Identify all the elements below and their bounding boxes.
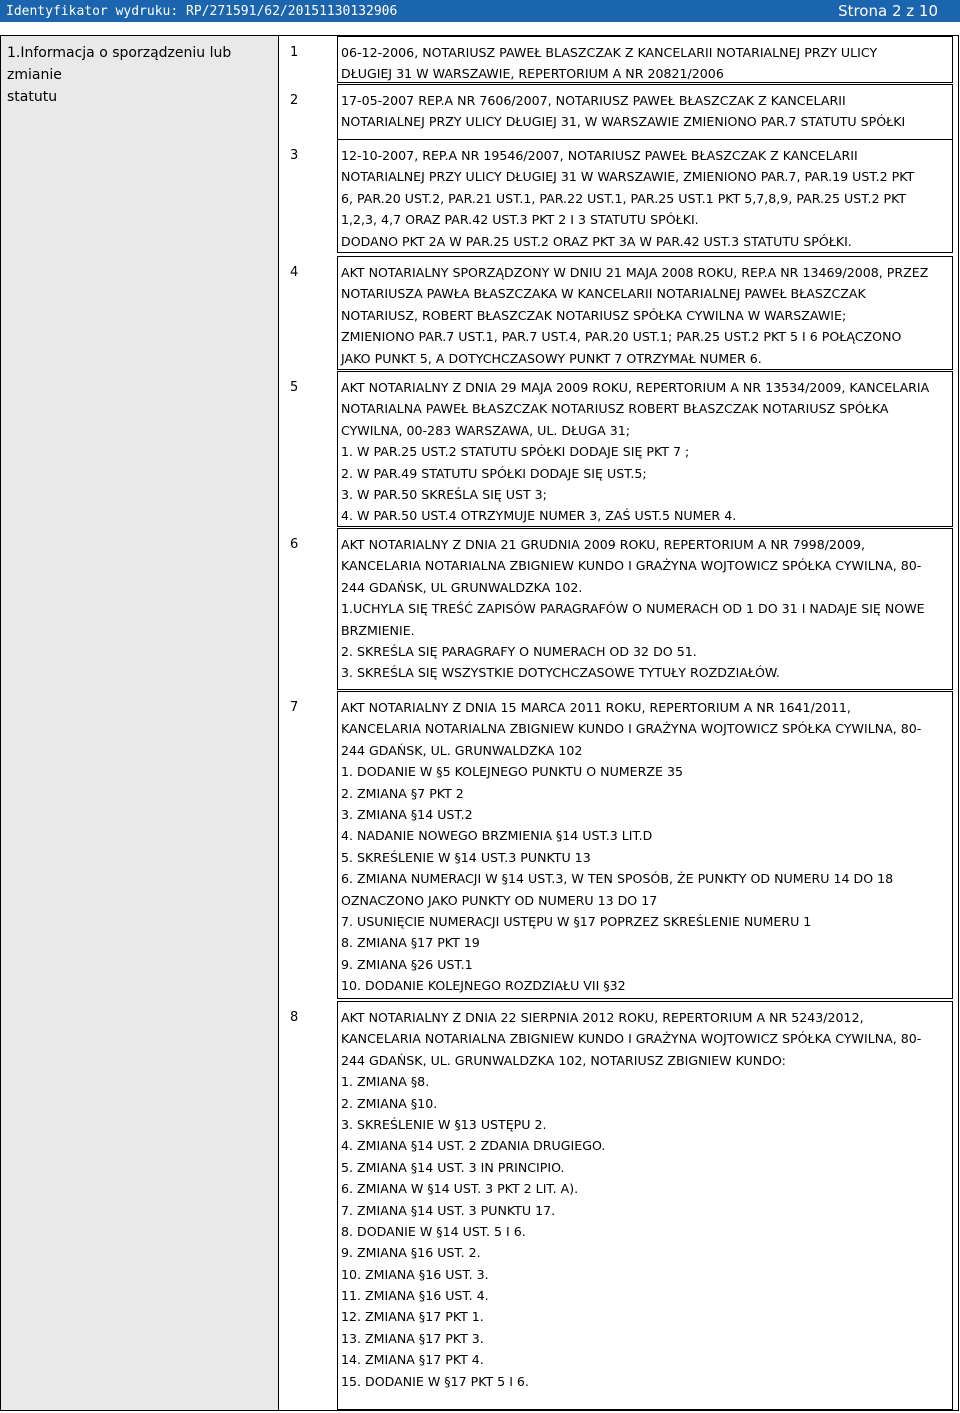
- entry-text-line: 15. DODANIE W §17 PKT 5 I 6.: [341, 1373, 529, 1389]
- entry-text-line: 7. ZMIANA §14 UST. 3 PUNKTU 17.: [341, 1202, 556, 1218]
- entry-text: [337, 371, 953, 527]
- entry-text: [337, 256, 953, 370]
- entry-text-line: DODANO PKT 2A W PAR.25 UST.2 ORAZ PKT 3A W PAR.42 UST.3 STATUTU SPÓŁKI.: [341, 233, 852, 249]
- entry-text-line: 3. W PAR.50 SKREŚLA SIĘ UST 3;: [341, 486, 547, 502]
- entry-text-line: 5. ZMIANA §14 UST. 3 IN PRINCIPIO.: [341, 1159, 565, 1175]
- entry-text: [337, 528, 953, 690]
- entry-row: [280, 528, 958, 690]
- entry-text-line: CYWILNA, 00-283 WARSZAWA, UL. DŁUGA 31;: [341, 422, 631, 438]
- entry-text-line: NOTARIUSZA PAWŁA BŁASZCZAKA W KANCELARII NOTARIALNEJ PAWEŁ BŁASZCZAK: [341, 286, 866, 302]
- entry-number: 7: [290, 700, 299, 715]
- entry-text-line: 13. ZMIANA §17 PKT 3.: [341, 1330, 484, 1346]
- entry-text-line: 1,2,3, 4,7 ORAZ PAR.42 UST.3 PKT 2 I 3 STATUTU SPÓŁKI.: [341, 212, 699, 228]
- entry-text: [337, 36, 953, 83]
- entry-text-line: KANCELARIA NOTARIALNA ZBIGNIEW KUNDO I GRAŻYNA WOJTOWICZ SPÓŁKA CYWILNA, 80-: [341, 721, 922, 737]
- entry-text-line: 6, PAR.20 UST.2, PAR.21 UST.1, PAR.22 UST.1, PAR.25 UST.1 PKT 5,7,8,9, PAR.25 UST.2 PKT: [341, 190, 907, 206]
- entry-text-line: OZNACZONO JAKO PUNKTY OD NUMERU 13 DO 17: [341, 892, 658, 908]
- entry-text-line: ZMIENIONO PAR.7 UST.1, PAR.7 UST.4, PAR.20 UST.1; PAR.25 UST.2 PKT 5 I 6 POŁĄCZONO: [341, 329, 902, 345]
- entry-text-line: KANCELARIA NOTARIALNA ZBIGNIEW KUNDO I GRAŻYNA WOJTOWICZ SPÓŁKA CYWILNA, 80-: [341, 1031, 922, 1047]
- statute-table: [0, 35, 959, 1411]
- entry-text-line: 9. ZMIANA §16 UST. 2.: [341, 1245, 481, 1261]
- entry-text-line: AKT NOTARIALNY Z DNIA 22 SIERPNIA 2012 ROKU, REPERTORIUM A NR 5243/2012,: [341, 1010, 864, 1025]
- entry-number: 5: [290, 380, 299, 395]
- entry-text-line: 1. DODANIE W §5 KOLEJNEGO PUNKTU O NUMERZE 35: [341, 764, 683, 780]
- print-header-bar: [0, 0, 960, 22]
- print-identifier: Identyfikator wydruku: RP/271591/62/20151130132906: [6, 3, 398, 19]
- entry-text-line: 244 GDAŃSK, UL. GRUNWALDZKA 102: [341, 742, 583, 758]
- entry-text-line: 3. SKREŚLA SIĘ WSZYSTKIE DOTYCHCZASOWE TYTUŁY ROZDZIAŁÓW.: [341, 665, 780, 681]
- entry-text-line: AKT NOTARIALNY Z DNIA 21 GRUDNIA 2009 ROKU, REPERTORIUM A NR 7998/2009,: [341, 537, 866, 552]
- entry-text-line: 3. ZMIANA §14 UST.2: [341, 806, 473, 822]
- entry-text-line: 2. ZMIANA §10.: [341, 1095, 438, 1111]
- section-title-line-1: 1.Informacja o sporządzeniu lub zmianie: [7, 45, 232, 83]
- entry-text: [337, 84, 953, 140]
- entry-text-line: 2. W PAR.49 STATUTU SPÓŁKI DODAJE SIĘ UST.5;: [341, 465, 647, 481]
- entry-text-line: 4. W PAR.50 UST.4 OTRZYMUJE NUMER 3, ZAŚ UST.5 NUMER 4.: [341, 508, 737, 524]
- section-label-cell: [1, 36, 279, 1410]
- entry-text-line: 1. ZMIANA §8.: [341, 1074, 430, 1090]
- entry-number: 6: [290, 537, 299, 552]
- entry-text-line: NOTARIALNEJ PRZY ULICY DŁUGIEJ 31 W WARSZAWIE, ZMIENIONO PAR.7, PAR.19 UST.2 PKT: [341, 169, 915, 185]
- entry-text-line: 244 GDAŃSK, UL. GRUNWALDZKA 102, NOTARIUSZ ZBIGNIEW KUNDO:: [341, 1052, 786, 1068]
- entry-text-line: 6. ZMIANA NUMERACJI W §14 UST.3, W TEN SPOSÓB, ŻE PUNKTY OD NUMERU 14 DO 18: [341, 871, 894, 887]
- entry-number: 8: [290, 1010, 299, 1025]
- entry-text-line: KANCELARIA NOTARIALNA ZBIGNIEW KUNDO I GRAŻYNA WOJTOWICZ SPÓŁKA CYWILNA, 80-: [341, 558, 922, 574]
- entry-text-line: 1.UCHYLA SIĘ TREŚĆ ZAPISÓW PARAGRAFÓW O NUMERACH OD 1 DO 31 I NADAJE SIĘ NOWE: [341, 601, 925, 617]
- entry-text-line: 2. ZMIANA §7 PKT 2: [341, 785, 464, 801]
- entry-number: 4: [290, 265, 299, 280]
- entry-text-line: 3. SKREŚLENIE W §13 USTĘPU 2.: [341, 1116, 547, 1132]
- entry-text-line: 7. USUNIĘCIE NUMERACJI USTĘPU W §17 POPRZEZ SKREŚLENIE NUMERU 1: [341, 913, 812, 929]
- entry-text-line: 6. ZMIANA W §14 UST. 3 PKT 2 LIT. A).: [341, 1181, 579, 1197]
- entry-row: [280, 371, 958, 527]
- entry-text-line: 12-10-2007, REP.A NR 19546/2007, NOTARIUSZ PAWEŁ BŁASZCZAK Z KANCELARII: [341, 148, 858, 163]
- entry-text-line: NOTARIALNA PAWEŁ BŁASZCZAK NOTARIUSZ ROBERT BŁASZCZAK NOTARIUSZ SPÓŁKA: [341, 401, 889, 417]
- entry-number: 1: [290, 45, 299, 60]
- entry-row: [280, 139, 958, 253]
- page-indicator: Strona 2 z 10: [838, 2, 938, 20]
- entry-text-line: 9. ZMIANA §26 UST.1: [341, 956, 473, 972]
- entry-text-line: 8. DODANIE W §14 UST. 5 I 6.: [341, 1223, 526, 1239]
- entry-text-line: AKT NOTARIALNY Z DNIA 29 MAJA 2009 ROKU, REPERTORIUM A NR 13534/2009, KANCELARIA: [341, 380, 930, 395]
- entry-row: [280, 1001, 958, 1410]
- entry-text: [337, 691, 953, 999]
- entry-text-line: 8. ZMIANA §17 PKT 19: [341, 935, 480, 951]
- section-title-line-2: statutu: [7, 89, 58, 105]
- entry-text-line: 244 GDAŃSK, UL GRUNWALDZKA 102.: [341, 579, 583, 595]
- entry-row: [280, 84, 958, 140]
- entry-text-line: 5. SKREŚLENIE W §14 UST.3 PUNKTU 13: [341, 849, 591, 865]
- entry-text-line: 4. NADANIE NOWEGO BRZMIENIA §14 UST.3 LIT.D: [341, 828, 653, 844]
- entry-number: 2: [290, 93, 299, 108]
- entry-text-line: 2. SKREŚLA SIĘ PARAGRAFY O NUMERACH OD 32 DO 51.: [341, 643, 697, 659]
- entry-text-line: AKT NOTARIALNY Z DNIA 15 MARCA 2011 ROKU, REPERTORIUM A NR 1641/2011,: [341, 700, 851, 715]
- entry-text-line: DŁUGIEJ 31 W WARSZAWIE, REPERTORIUM A NR 20821/2006: [341, 66, 724, 82]
- entry-text-line: NOTARIALNEJ PRZY ULICY DŁUGIEJ 31, W WARSZAWIE ZMIENIONO PAR.7 STATUTU SPÓŁKI: [341, 114, 906, 130]
- entry-text-line: JAKO PUNKT 5, A DOTYCHCZASOWY PUNKT 7 OTRZYMAŁ NUMER 6.: [341, 350, 762, 366]
- entry-text-line: 06-12-2006, NOTARIUSZ PAWEŁ BLASZCZAK Z KANCELARII NOTARIALNEJ PRZY ULICY: [341, 45, 878, 60]
- entry-text-line: 10. DODANIE KOLEJNEGO ROZDZIAŁU VII §32: [341, 978, 626, 994]
- entry-text-line: 4. ZMIANA §14 UST. 2 ZDANIA DRUGIEGO.: [341, 1138, 606, 1154]
- entry-row: [280, 36, 958, 83]
- entry-text-line: AKT NOTARIALNY SPORZĄDZONY W DNIU 21 MAJA 2008 ROKU, REP.A NR 13469/2008, PRZEZ: [341, 265, 929, 280]
- entry-text-line: 10. ZMIANA §16 UST. 3.: [341, 1266, 489, 1282]
- entry-text: [337, 139, 953, 253]
- entry-row: [280, 256, 958, 370]
- entry-row: [280, 691, 958, 999]
- entry-text-line: 17-05-2007 REP.A NR 7606/2007, NOTARIUSZ PAWEŁ BŁASZCZAK Z KANCELARII: [341, 93, 846, 108]
- entry-text-line: BRZMIENIE.: [341, 622, 415, 638]
- entry-text-line: 12. ZMIANA §17 PKT 1.: [341, 1309, 484, 1325]
- entry-text: [337, 1001, 953, 1410]
- entry-text-line: NOTARIUSZ, ROBERT BŁASZCZAK NOTARIUSZ SPÓŁKA CYWILNA W WARSZAWIE;: [341, 307, 847, 323]
- entry-text-line: 1. W PAR.25 UST.2 STATUTU SPÓŁKI DODAJE SIĘ PKT 7 ;: [341, 444, 690, 460]
- entries-column: [280, 36, 958, 1410]
- entry-text-line: 14. ZMIANA §17 PKT 4.: [341, 1352, 484, 1368]
- entry-text-line: 11. ZMIANA §16 UST. 4.: [341, 1288, 489, 1304]
- entry-number: 3: [290, 148, 299, 163]
